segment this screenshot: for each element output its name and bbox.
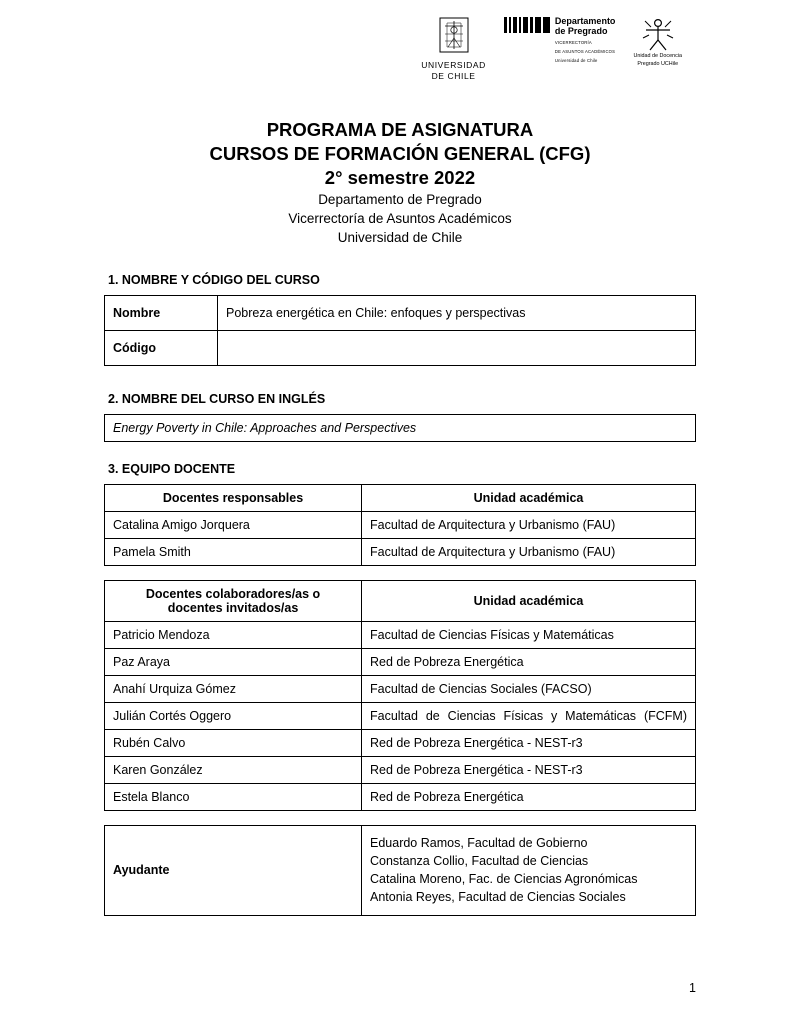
- section-3-heading: 3. EQUIPO DOCENTE: [108, 462, 236, 476]
- teacher-name: Karen González: [105, 757, 362, 784]
- list-item: Eduardo Ramos, Facultad de Gobierno: [370, 836, 588, 850]
- section-2-heading: 2. NOMBRE DEL CURSO EN INGLÉS: [108, 392, 326, 406]
- logo-universidad-de-chile: [421, 14, 486, 81]
- table-row: [105, 331, 696, 366]
- section-1-heading: 1. NOMBRE Y CÓDIGO DEL CURSO: [108, 273, 320, 287]
- table-header-row: [105, 485, 696, 512]
- list-item: Antonia Reyes, Facultad de Ciencias Sociales: [370, 890, 626, 905]
- header-colaboradores-line1: Docentes colaboradores/as o: [145, 587, 321, 601]
- header-logos: [104, 14, 696, 90]
- logo-uchile-label: UNIVERSIDAD DE CHILE: [421, 60, 486, 81]
- document-title: [104, 118, 696, 247]
- docencia-figure-icon: [638, 16, 678, 52]
- table-row: [105, 296, 696, 331]
- teacher-name: Paz Araya: [105, 649, 362, 676]
- title-line-3: 2° semestre 2022: [324, 167, 476, 189]
- assistants-table: [104, 825, 696, 916]
- title-line-1: PROGRAMA DE ASIGNATURA: [266, 119, 534, 140]
- logo-unidad-docencia: [633, 14, 682, 69]
- logo-dep-sub1: VICERRECTORÍA: [554, 39, 592, 45]
- header-docentes-responsables: Docentes responsables: [105, 485, 362, 512]
- table-row: [105, 703, 696, 730]
- teacher-unit: Facultad de Ciencias Físicas y Matemáticas (FCFM): [362, 703, 696, 730]
- course-code-label: Código: [105, 331, 218, 366]
- teacher-name: Catalina Amigo Jorquera: [105, 512, 362, 539]
- logo-dep-title-line2: de Pregrado: [554, 26, 608, 37]
- course-name-label: Nombre: [105, 296, 218, 331]
- header-unidad-academica: Unidad académica: [362, 581, 696, 622]
- logo-dep-sub3: Universidad de Chile: [554, 58, 598, 64]
- teacher-unit: Red de Pobreza Energética: [362, 649, 696, 676]
- teacher-unit: Facultad de Ciencias Físicas y Matemáticas: [362, 622, 696, 649]
- barcode-icon: [504, 17, 550, 33]
- teacher-name: Patricio Mendoza: [105, 622, 362, 649]
- teacher-name: Rubén Calvo: [105, 730, 362, 757]
- table-row: [105, 730, 696, 757]
- teacher-name: Julián Cortés Oggero: [105, 703, 362, 730]
- course-code-value: [218, 331, 696, 366]
- table-row: [105, 622, 696, 649]
- logo-udp-label: Unidad de Docencia Pregrado UCHile: [633, 53, 682, 67]
- list-item: Catalina Moreno, Fac. de Ciencias Agronómicas: [370, 872, 638, 887]
- teacher-unit: Facultad de Ciencias Sociales (FACSO): [362, 676, 696, 703]
- course-name-table: [104, 295, 696, 366]
- ayudante-list: [362, 826, 696, 916]
- header-docentes-colaboradores: [105, 581, 362, 622]
- table-header-row: [105, 581, 696, 622]
- logo-departamento-pregrado: [504, 14, 616, 65]
- header-unidad-academica: Unidad académica: [362, 485, 696, 512]
- title-line-2: CURSOS DE FORMACIÓN GENERAL (CFG): [209, 143, 591, 165]
- table-row: [105, 539, 696, 566]
- list-item: Constanza Collio, Facultad de Ciencias: [370, 854, 589, 869]
- teacher-name: Estela Blanco: [105, 784, 362, 811]
- table-row: [105, 757, 696, 784]
- uchile-crest-icon: [434, 14, 474, 58]
- teacher-unit: Red de Pobreza Energética - NEST-r3: [362, 757, 696, 784]
- title-sub-2: Vicerrectoría de Asuntos Académicos: [288, 211, 512, 227]
- course-name-value: Pobreza energética en Chile: enfoques y perspectivas: [218, 296, 696, 331]
- page-number: 1: [689, 981, 696, 995]
- table-row: [105, 676, 696, 703]
- header-colaboradores-line2: docentes invitados/as: [167, 601, 299, 615]
- teacher-name: Anahí Urquiza Gómez: [105, 676, 362, 703]
- course-english-name-value: Energy Poverty in Chile: Approaches and Perspectives: [105, 415, 696, 442]
- table-row: [105, 512, 696, 539]
- table-row: [105, 415, 696, 442]
- logo-dep-title-line1: Departamento: [554, 16, 616, 26]
- collaborator-teachers-table: [104, 580, 696, 811]
- teacher-unit: Facultad de Arquitectura y Urbanismo (FAU): [362, 539, 696, 566]
- title-sub-1: Departamento de Pregrado: [318, 192, 482, 208]
- table-row: [105, 649, 696, 676]
- ayudante-label: Ayudante: [105, 826, 362, 916]
- teacher-unit: Red de Pobreza Energética - NEST-r3: [362, 730, 696, 757]
- course-english-name-table: [104, 414, 696, 442]
- teacher-unit: Facultad de Arquitectura y Urbanismo (FAU): [362, 512, 696, 539]
- teacher-name: Pamela Smith: [105, 539, 362, 566]
- table-row: [105, 784, 696, 811]
- responsable-teachers-table: [104, 484, 696, 566]
- title-sub-3: Universidad de Chile: [337, 230, 463, 246]
- teacher-unit: Red de Pobreza Energética: [362, 784, 696, 811]
- logo-dep-sub2: DE ASUNTOS ACADÉMICOS: [554, 48, 616, 54]
- table-row: [105, 826, 696, 916]
